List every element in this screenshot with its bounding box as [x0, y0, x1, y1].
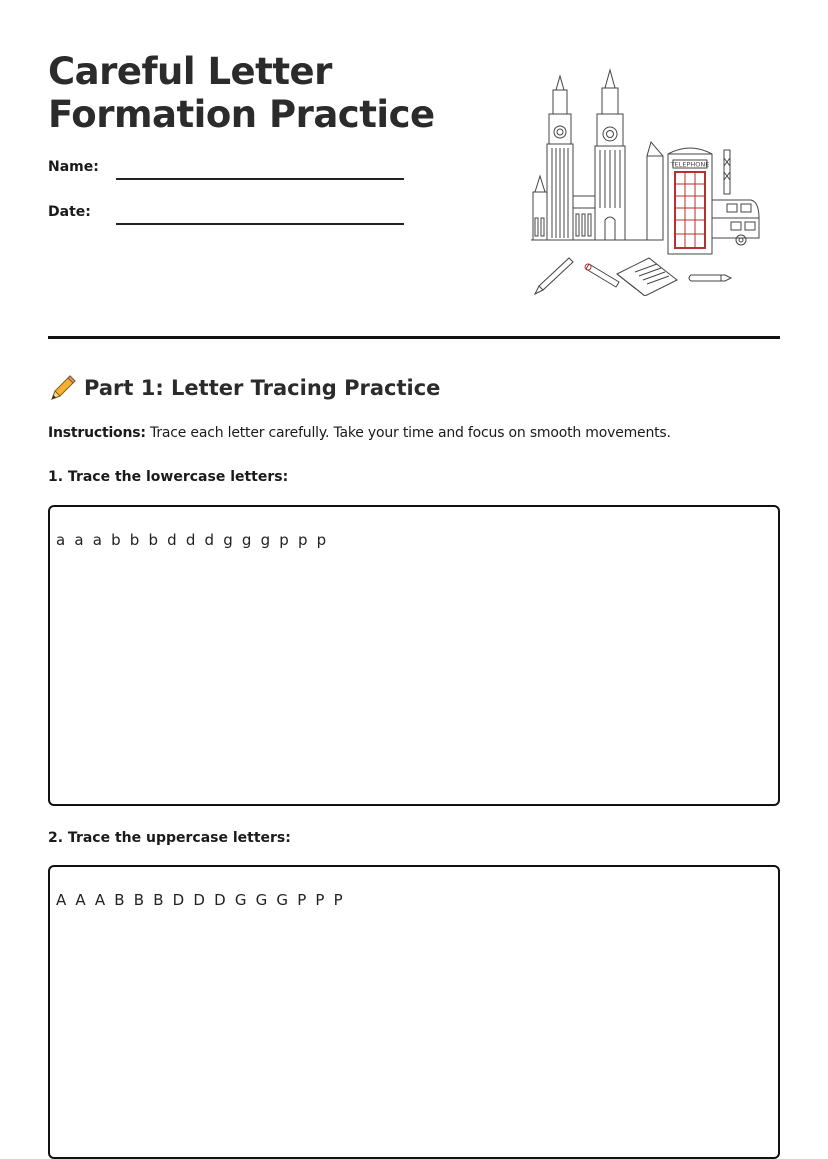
name-label: Name:	[48, 159, 99, 175]
name-field[interactable]	[48, 159, 408, 183]
london-landmarks-illustration	[531, 68, 763, 296]
big-ben-left-tower-icon	[547, 76, 573, 240]
worksheet-page	[48, 0, 780, 1118]
double-decker-bus-icon	[712, 200, 759, 245]
telephone-box-icon	[668, 148, 712, 254]
section-divider	[48, 336, 780, 339]
uppercase-tracing-box[interactable]	[48, 865, 780, 1159]
lowercase-trace-letters: a a a b b b d d d g g g p p p	[56, 531, 329, 549]
svg-text:TELEPHONE: TELEPHONE	[670, 160, 710, 169]
instructions-label: Instructions:	[48, 425, 146, 441]
pencil-icon	[48, 373, 78, 403]
part-1-heading	[48, 373, 440, 403]
pencil-drawing-icon	[535, 258, 619, 294]
question-1-label: 1. Trace the lowercase letters:	[48, 469, 289, 485]
crane-icon	[724, 150, 730, 194]
worksheet-title	[48, 50, 448, 136]
question-2-label: 2. Trace the uppercase letters:	[48, 830, 291, 846]
uppercase-trace-letters: A A A B B B D D D G G G P P P	[56, 891, 345, 909]
eraser-pencil-icon	[689, 275, 731, 281]
obelisk-icon	[647, 142, 663, 240]
name-line[interactable]	[116, 178, 404, 180]
part-1-heading-text: Part 1: Letter Tracing Practice	[84, 376, 441, 400]
big-ben-right-tower-icon	[595, 70, 625, 240]
title-line-1: Careful Letter	[48, 50, 332, 93]
notebook-icon	[617, 258, 677, 296]
date-line[interactable]	[116, 223, 404, 225]
instructions	[48, 425, 671, 441]
title-line-2: Formation Practice	[48, 93, 435, 136]
date-field[interactable]	[48, 204, 408, 228]
date-label: Date:	[48, 204, 91, 220]
lowercase-tracing-box[interactable]	[48, 505, 780, 806]
instructions-text: Trace each letter carefully. Take your time and focus on smooth movements.	[145, 425, 671, 441]
